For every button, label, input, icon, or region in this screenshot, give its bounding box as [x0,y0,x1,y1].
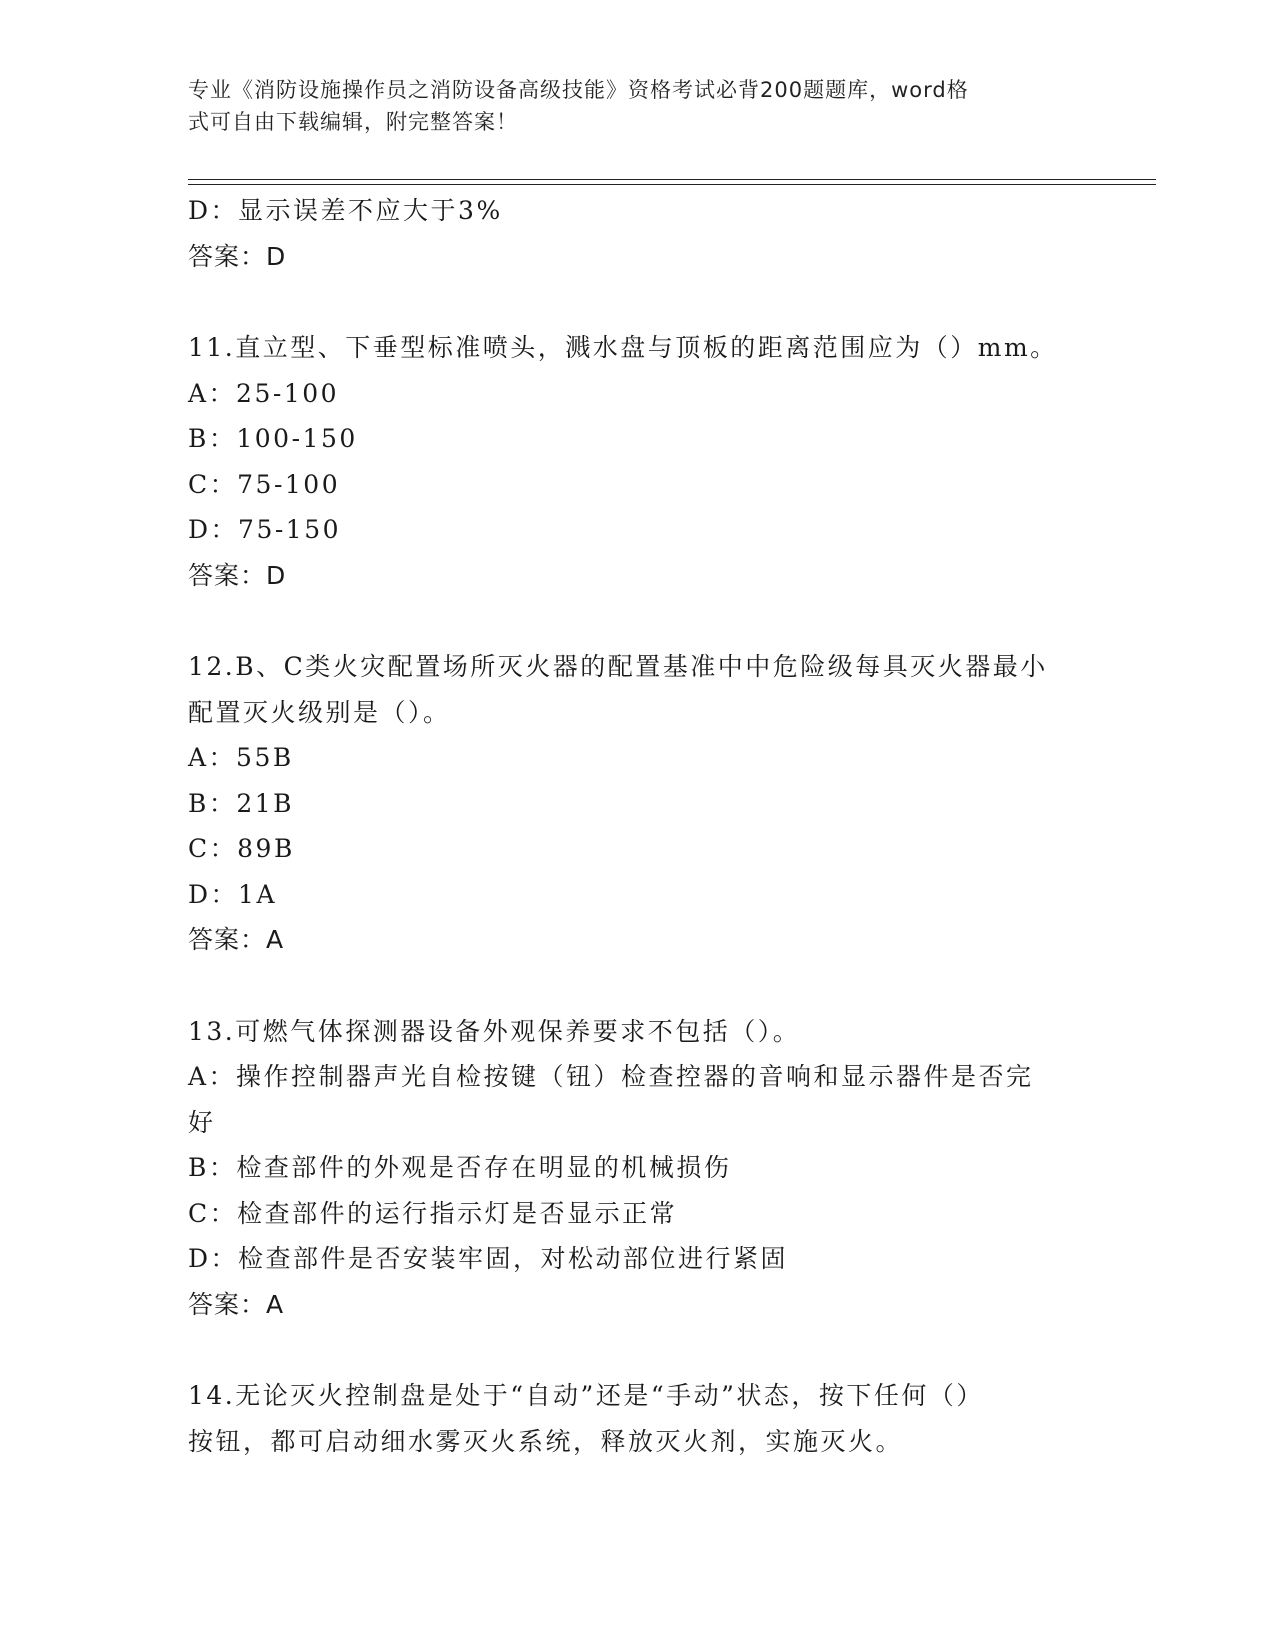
header-divider-top [188,179,1156,180]
header-line-1: 专业《消防设施操作员之消防设备高级技能》资格考试必背200题题库，word格 [188,78,969,102]
option-line: A：25-100 [188,378,340,408]
option-line: D：1A [188,879,278,909]
option-line: D：显示误差不应大于3% [188,196,503,225]
option-line-continued: 好 [188,1107,216,1137]
spacer [188,963,1088,1009]
answer-line: 答案：D [188,241,287,271]
option-line: D：75-150 [188,515,342,544]
spacer [188,598,1088,644]
question-12 [188,644,1088,963]
option-line: C：89B [188,834,295,863]
question-content [188,188,1088,1464]
document-header [188,74,1068,138]
option-line: C：75-100 [188,469,341,499]
spacer [188,279,1088,325]
question-stem: 14.无论灭火控制盘是处于“自动”还是“手动”状态，按下任何（） [188,1381,984,1410]
header-divider-bottom [188,184,1156,185]
spacer [188,1327,1088,1373]
answer-line: 答案：A [188,925,285,954]
option-line: D：检查部件是否安装牢固，对松动部位进行紧固 [188,1244,789,1273]
option-line: A：操作控制器声光自检按键（钮）检查控器的音响和显示器件是否完 [188,1062,1034,1091]
option-line: B：21B [188,788,295,818]
question-11 [188,325,1088,598]
question-stem: 13.可燃气体探测器设备外观保养要求不包括（）。 [188,1016,801,1046]
question-fragment [188,188,1088,279]
question-13 [188,1009,1088,1328]
question-stem: 12.B、C类火灾配置场所灭火器的配置基准中中危险级每具灭火器最小 [188,652,1048,681]
question-stem-continued: 配置灭火级别是（）。 [188,697,451,727]
question-14 [188,1373,1088,1464]
option-line: A：55B [188,743,294,772]
option-line: B：检查部件的外观是否存在明显的机械损伤 [188,1153,732,1182]
option-line: C：检查部件的运行指示灯是否显示正常 [188,1198,678,1228]
answer-line: 答案：A [188,1289,285,1319]
answer-line: 答案：D [188,560,287,590]
header-line-2: 式可自由下载编辑，附完整答案！ [188,110,518,134]
question-stem-continued: 按钮，都可启动细水雾灭火系统，释放灭火剂，实施灭火。 [188,1426,904,1456]
option-line: B：100-150 [188,424,358,453]
question-stem: 11.直立型、下垂型标准喷头，溅水盘与顶板的距离范围应为（）mm。 [188,333,1058,362]
